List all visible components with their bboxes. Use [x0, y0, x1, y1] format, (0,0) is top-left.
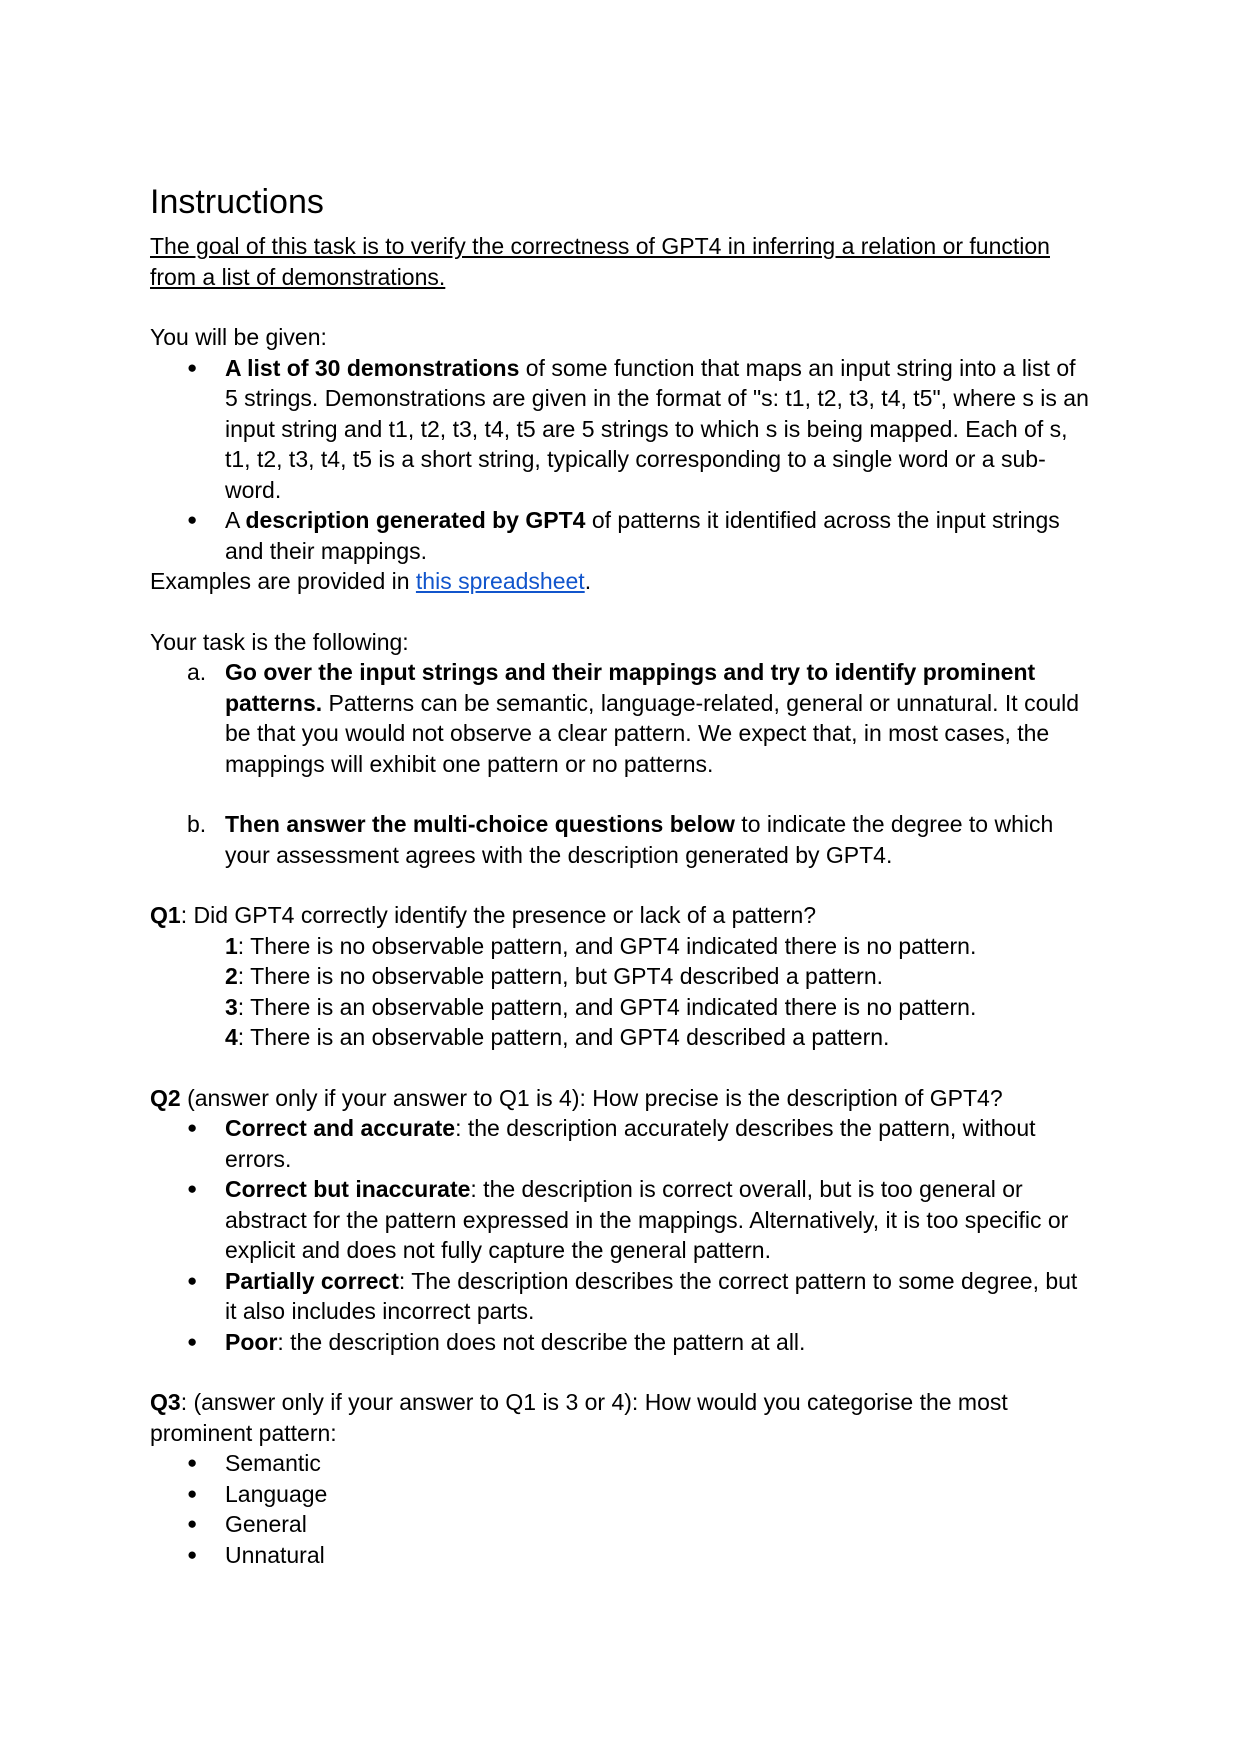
page-title: Instructions	[150, 183, 324, 221]
q1-options	[150, 931, 1090, 1053]
q2-options	[150, 1113, 1090, 1357]
q2-option[interactable]: ● Partially correct: The description describes the correct pattern to some degree, but it also includes incorrect parts.	[150, 1266, 1090, 1327]
q1-question: Q1: Did GPT4 correctly identify the presence or lack of a pattern?	[150, 902, 817, 928]
list-item: a. Go over the input strings and their mappings and try to identify prominent patterns. Patterns can be semantic, language-related, general or unnatural. It could be that you would not observe a clear pattern. We expect that, in most cases, the mappings will exhibit one pattern or no patterns.	[187, 659, 1080, 777]
list-item: b. Then answer the multi-choice questions below to indicate the degree to which your assessment agrees with the description generated by GPT4.	[187, 811, 1054, 868]
q1-option[interactable]: 1: There is no observable pattern, and GPT4 indicated there is no pattern.	[225, 932, 977, 959]
q2-option[interactable]: ● Correct and accurate: the description accurately describes the pattern, without errors.	[150, 1113, 1090, 1174]
list-item: ● A description generated by GPT4 of patterns it identified across the input strings and their mappings.	[150, 505, 1090, 566]
q3-option[interactable]: ● Unnatural	[150, 1540, 1090, 1571]
q1-option[interactable]: 3: There is an observable pattern, and GPT4 indicated there is no pattern.	[225, 993, 977, 1020]
q3-question: Q3: (answer only if your answer to Q1 is 3 or 4): How would you categorise the most prominent pattern:	[150, 1389, 1008, 1446]
document-page	[150, 180, 1090, 1570]
q1-option[interactable]: 4: There is an observable pattern, and GPT4 described a pattern.	[225, 1024, 890, 1050]
q3-options	[150, 1448, 1090, 1570]
intro-paragraph	[150, 231, 1090, 292]
task-list	[150, 657, 1090, 870]
q2-question: Q2 (answer only if your answer to Q1 is 4): How precise is the description of GPT4?	[150, 1084, 1003, 1111]
given-list	[150, 353, 1090, 567]
q3-option[interactable]: ● Language	[150, 1479, 1090, 1510]
list-item: ● A list of 30 demonstrations of some function that maps an input string into a list of 5 strings. Demonstrations are given in the format of "s: t1, t2, t3, t4, t5", where s is an input string and t1, t2, t3, t4, t5 are 5 strings to which s is being mapped. Each of s, t1, t2, t3, t4, t5 is a short string, typically corresponding to a single word or a sub-word.	[150, 353, 1090, 506]
q2-option[interactable]: ● Poor: the description does not describe the pattern at all.	[150, 1327, 1090, 1358]
q2-option[interactable]: ● Correct but inaccurate: the description is correct overall, but is too general or abstract for the pattern expressed in the mappings. Alternatively, it is too specific or explicit and does not fully capture the general pattern.	[150, 1174, 1090, 1266]
q3-option[interactable]: ● Semantic	[150, 1448, 1090, 1479]
q3-option[interactable]: ● General	[150, 1509, 1090, 1540]
task-heading: Your task is the following:	[150, 628, 409, 655]
spreadsheet-link[interactable]: this spreadsheet	[415, 568, 585, 594]
given-heading: You will be given:	[150, 324, 327, 350]
intro-text: The goal of this task is to verify the correctness of GPT4 in inferring a relation or function from a list of demonstrations.	[150, 233, 1050, 290]
examples-line: Examples are provided in this spreadsheet.	[150, 568, 592, 594]
q1-option[interactable]: 2: There is no observable pattern, but GPT4 described a pattern.	[225, 963, 884, 989]
